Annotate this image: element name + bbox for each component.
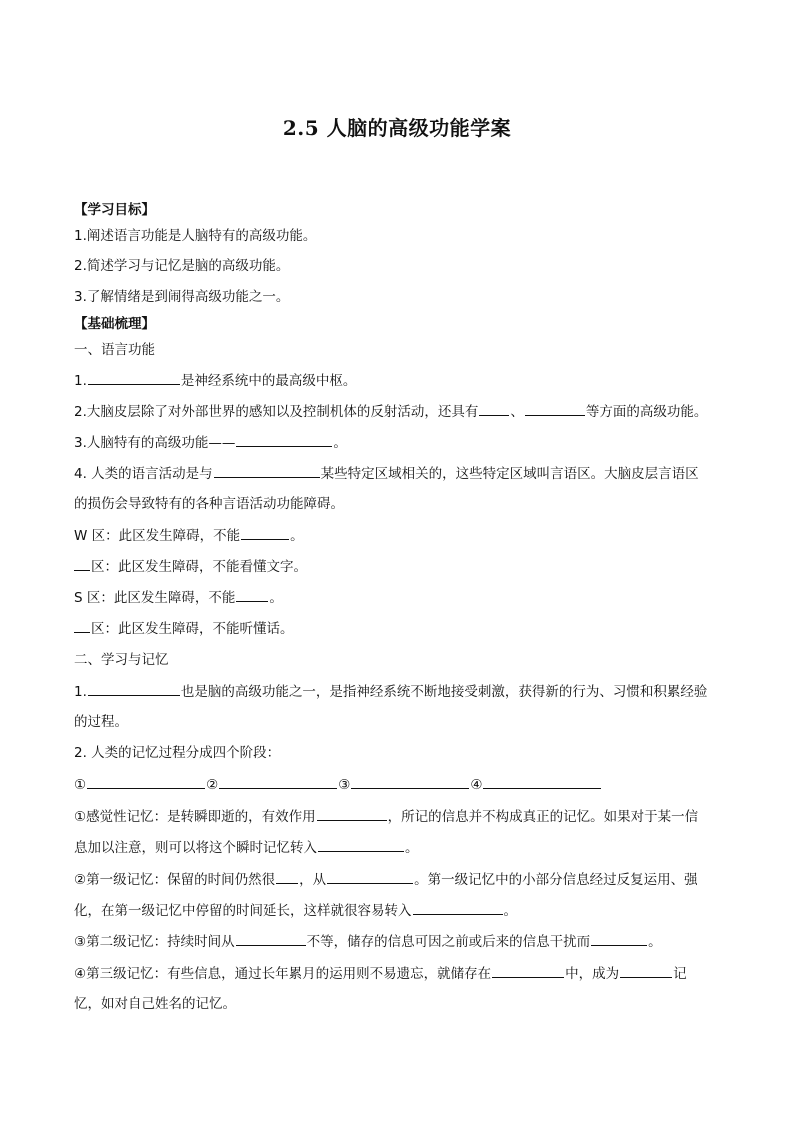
blank-field[interactable] (276, 869, 298, 884)
blank-field[interactable] (219, 774, 337, 789)
blank-field[interactable] (87, 774, 205, 789)
lang-q3: 3.人脑特有的高级功能—— 。 (74, 432, 734, 453)
memory-4: ④第三级记忆：有些信息，通过长年累月的运用则不易遗忘，就储存在 中，成为 记 (74, 963, 734, 984)
blank-field[interactable] (479, 401, 509, 416)
learn-q2: 2. 人类的记忆过程分成四个阶段： (74, 745, 281, 761)
lang-q4: 4. 人类的语言活动是与 某些特定区域相关的，这些特定区域叫言语区。大脑皮层言语区 (74, 463, 734, 484)
v-area: 区：此区发生障碍，不能看懂文字。 (74, 556, 734, 577)
blank-field[interactable] (317, 806, 387, 821)
blank-field[interactable] (351, 774, 469, 789)
memory-stages: ① ② ③ ④ (74, 774, 734, 795)
blank-field[interactable] (88, 681, 180, 696)
blank-field[interactable] (318, 837, 404, 852)
lang-q2: 2.大脑皮层除了对外部世界的感知以及控制机体的反射活动，还具有 、 等方面的高级功能。 (74, 401, 734, 422)
memory-3: ③第二级记忆：持续时间从 不等，储存的信息可因之前或后来的信息干扰而 。 (74, 931, 734, 952)
w-area: W 区：此区发生障碍，不能 。 (74, 525, 734, 546)
lang-q4-cont: 的损伤会导致特有的各种言语活动功能障碍。 (74, 496, 344, 512)
objective-2: 2.简述学习与记忆是脑的高级功能。 (74, 258, 290, 274)
objective-3: 3.了解情绪是到闹得高级功能之一。 (74, 289, 290, 305)
h-area: 区：此区发生障碍，不能听懂话。 (74, 618, 734, 639)
blank-field[interactable] (327, 869, 413, 884)
blank-field[interactable] (236, 931, 306, 946)
s-area: S 区：此区发生障碍，不能 。 (74, 587, 734, 608)
learn-q1: 1. 也是脑的高级功能之一，是指神经系统不断地接受刺激，获得新的行为、习惯和积累经验 (74, 681, 734, 702)
blank-field[interactable] (236, 432, 332, 447)
part1-header: 一、语言功能 (74, 342, 155, 358)
memory-2-cont: 化，在第一级记忆中停留的时间延长，这样就很容易转入 。 (74, 900, 734, 921)
blank-field[interactable] (214, 463, 320, 478)
blank-field[interactable] (74, 556, 90, 571)
basics-header: 【基础梳理】 (74, 316, 155, 332)
blank-field[interactable] (241, 525, 289, 540)
blank-field[interactable] (492, 963, 564, 978)
page-title: 2.5 人脑的高级功能学案 (282, 116, 512, 140)
part2-header: 二、学习与记忆 (74, 652, 169, 668)
blank-field[interactable] (236, 587, 268, 602)
blank-field[interactable] (525, 401, 585, 416)
blank-field[interactable] (591, 931, 647, 946)
blank-field[interactable] (74, 618, 90, 633)
learn-q1-cont: 的过程。 (74, 714, 128, 730)
lang-q1: 1. 是神经系统中的最高级中枢。 (74, 370, 734, 391)
blank-field[interactable] (620, 963, 672, 978)
blank-field[interactable] (88, 370, 180, 385)
memory-4-cont: 忆，如对自己姓名的记忆。 (74, 996, 236, 1012)
objectives-header: 【学习目标】 (74, 202, 155, 218)
memory-1-cont: 息加以注意，则可以将这个瞬时记忆转入 。 (74, 837, 734, 858)
blank-field[interactable] (413, 900, 503, 915)
blank-field[interactable] (483, 774, 601, 789)
memory-1: ①感觉性记忆：是转瞬即逝的，有效作用 ，所记的信息并不构成真正的记忆。如果对于某一信 (74, 806, 734, 827)
objective-1: 1.阐述语言功能是人脑特有的高级功能。 (74, 228, 317, 244)
memory-2: ②第一级记忆：保留的时间仍然很 ，从 。第一级记忆中的小部分信息经过反复运用、强 (74, 869, 734, 890)
